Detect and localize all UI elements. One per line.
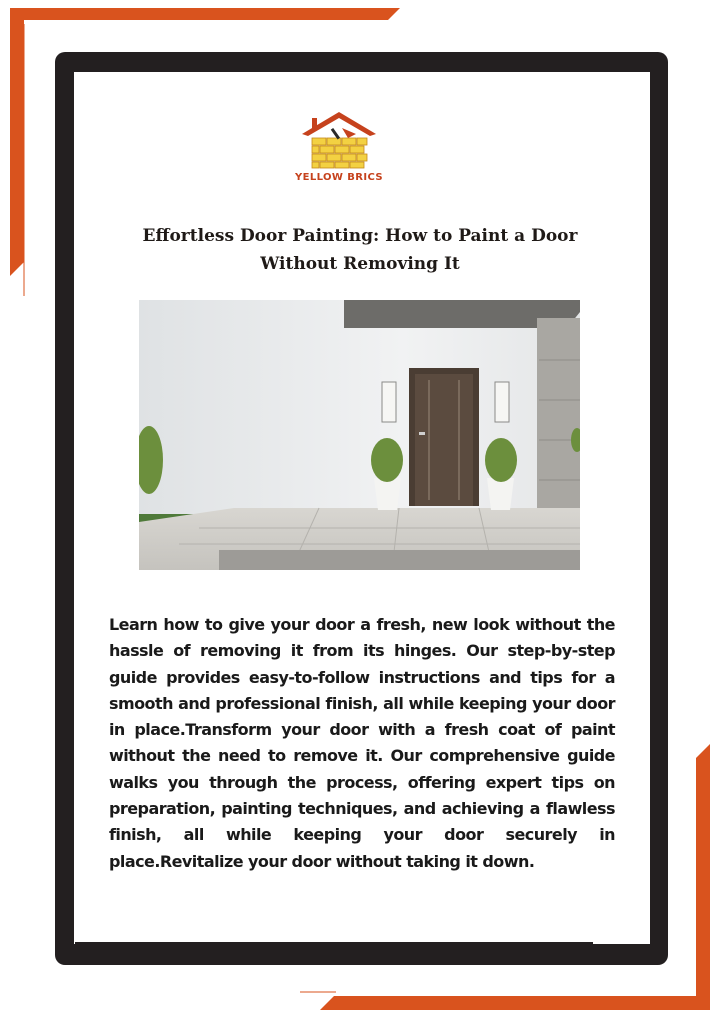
page-title: [110, 222, 610, 278]
bottom-divider: [75, 942, 593, 944]
brand-name: YELLOW BRICS: [294, 172, 384, 183]
article-body: Learn how to give your door a fresh, new look without the hassle of removing it from its hinges. Our step-by-step guide provides easy-to-follow instructions and tips for a smooth and professional finish, all while keeping your door in place.Transform your door with a fresh coat of paint without the need to remove it. Our comprehensive guide walks you through the process, offering expert tips on preparation, painting techniques, and achieving a flawless finish, all while keeping your door securely in place.Revitalize your door without taking it down.: [109, 615, 615, 871]
house-entrance-photo: [139, 300, 580, 570]
title-line-2: Without Removing It: [260, 254, 460, 274]
title-line-1: Effortless Door Painting: How to Paint a Door: [142, 226, 578, 246]
